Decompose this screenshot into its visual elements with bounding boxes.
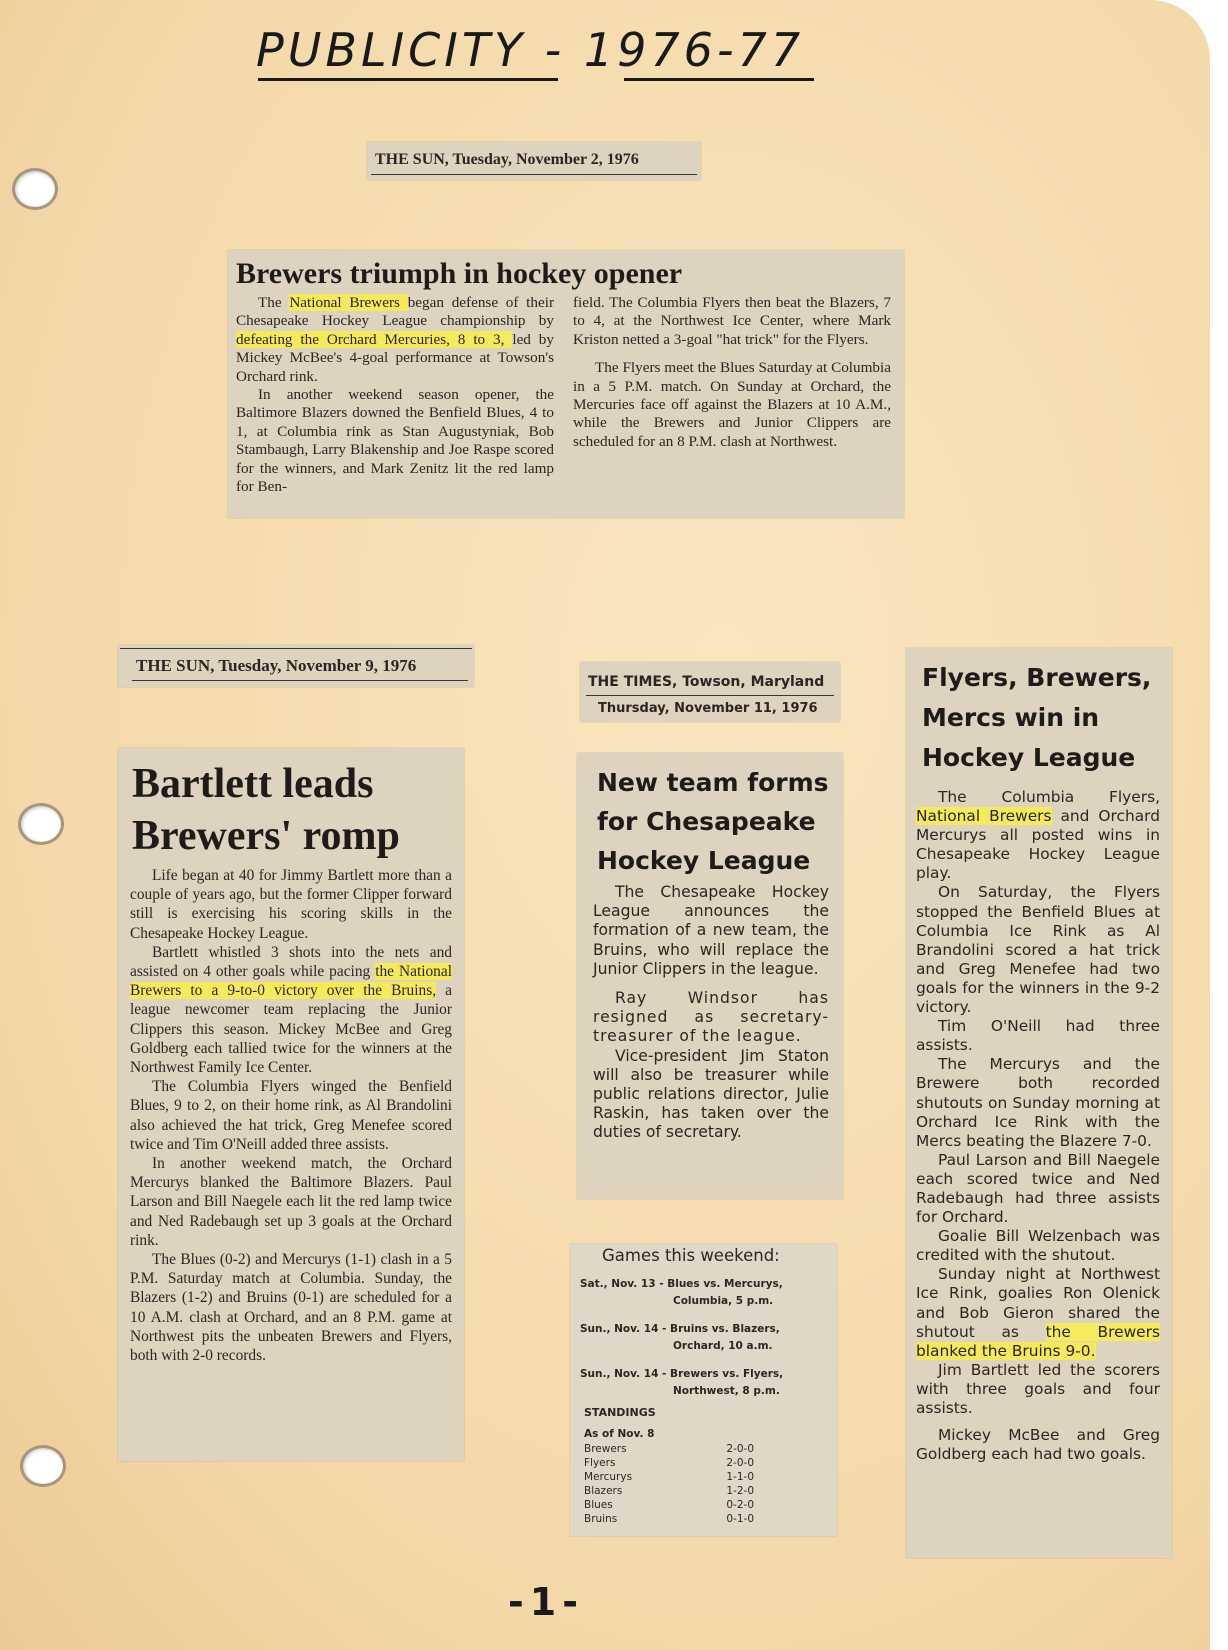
clipping-games-this-weekend (570, 1244, 837, 1536)
game-line: Sun., Nov. 14 - Bruins vs. Blazers, (580, 1323, 780, 1335)
article-body (916, 788, 1160, 1464)
paragraph: The Flyers meet the Blues Saturday at Columbia in a 5 P.M. match. On Sunday at Orchard, the Mercuries face off against the Blazers at 10 A.M., while the Brewers and Junior Clippers are scheduled for an 8 P.M. clash at Northwest. (573, 359, 891, 450)
text-run: The (258, 294, 290, 311)
dateline: THE SUN, Tuesday, November 2, 1976 (375, 151, 639, 168)
paragraph: field. The Columbia Flyers then beat the Blazers, 7 to 4, at the Northwest Ice Center, where Mark Kriston netted a 3-goal "hat trick" for the Flyers. (573, 294, 891, 348)
clipping-brewers-triumph (228, 250, 904, 518)
standings-row (584, 1470, 754, 1484)
paragraph: The Chesapeake Hockey League announces the formation of a new team, the Bruins, who will replace the Junior Clippers in the league. (593, 883, 829, 978)
paragraph (916, 1265, 1160, 1360)
game-line: Northwest, 8 p.m. (673, 1385, 780, 1397)
paragraph: In another weekend match, the Orchard Mercurys blanked the Baltimore Blazers. Paul Larson and Bill Naegele each lit the red lamp twice and Ned Radebaugh set up 3 goals at the Orchard rink. (130, 1155, 452, 1249)
team-record: 0-1-0 (726, 1513, 754, 1525)
binder-hole-top (12, 168, 58, 210)
team-name: Bruins (584, 1513, 618, 1525)
paragraph: The Blues (0-2) and Mercurys (1-1) clash in a 5 P.M. Saturday match at Columbia. Sunday, the Blazers (1-2) and Bruins (0-1) are scheduled for a 10 A.M. clash at Orchard, and an 8 P.M. game at Northwest pits the unbeaten Brewers and Flyers, both with 2-0 records. (130, 1251, 452, 1365)
headline: Bartlett leads Brewers' romp (132, 761, 400, 859)
paragraph: The Mercurys and the Brewere both recorded shutouts on Sunday morning at Orchard Ice Rink with the Mercs beating the Blazere 7-0. (916, 1055, 1160, 1150)
standings-row (584, 1498, 754, 1512)
standings-row (584, 1512, 754, 1526)
highlighted-text: the Brewers blanked the Bruins 9-0. (916, 1322, 1160, 1360)
paragraph: Vice-president Jim Staton will also be treasurer while public relations director, Julie Raskin, has taken over the duties of secretary. (593, 1046, 829, 1142)
title-underline (258, 78, 558, 81)
paragraph: Ray Windsor has resigned as secretary-treasurer of the league. (593, 989, 829, 1046)
game-line: Columbia, 5 p.m. (673, 1295, 774, 1307)
team-record: 1-1-0 (726, 1471, 754, 1483)
team-name: Blues (584, 1499, 613, 1511)
paragraph: Tim O'Neill had three assists. (916, 1017, 1160, 1055)
dateline-rule (371, 174, 697, 175)
highlighted-text: defeating the Orchard Mercuries, 8 to 3, (236, 330, 513, 348)
game-line: Sat., Nov. 13 - Blues vs. Mercurys, (580, 1278, 783, 1290)
game-line: Sun., Nov. 14 - Brewers vs. Flyers, (580, 1368, 784, 1380)
article-body (593, 883, 829, 1143)
standings-title: STANDINGS (584, 1406, 656, 1419)
paragraph (916, 788, 1160, 883)
standings-as-of: As of Nov. 8 (584, 1428, 655, 1440)
team-name: Mercurys (584, 1471, 633, 1483)
article-column-2 (573, 294, 891, 451)
games-title: Games this weekend: (602, 1246, 780, 1265)
team-record: 2-0-0 (726, 1443, 754, 1455)
paragraph: Mickey McBee and Greg Goldberg each had two goals. (916, 1426, 1160, 1464)
team-record: 0-2-0 (726, 1499, 754, 1511)
article-body (130, 866, 452, 1365)
team-name: Blazers (584, 1485, 623, 1497)
game-item-1 (580, 1276, 832, 1310)
clipping-dateline-sun-nov2 (367, 142, 701, 180)
paragraph: On Saturday, the Flyers stopped the Benfield Blues at Columbia Ice Rink as Al Brandolini scored a hat trick and Greg Menefee had two goals for the winners in the 9-2 victory. (916, 883, 1160, 1017)
standings-row (584, 1484, 754, 1498)
team-record: 2-0-0 (726, 1457, 754, 1469)
highlighted-text: National Brewers (289, 294, 408, 311)
paragraph: In another weekend season opener, the Baltimore Blazers downed the Benfield Blues, 4 to 1, at Columbia rink as Stan Augustyniak, Bob Stambaugh, Larry Blakenship and Joe Raspe scored for the winners, and Mark Zenitz lit the red lamp for Ben- (236, 386, 554, 496)
standings-row (584, 1456, 754, 1470)
text-run: led by Mickey McBee's 4-goal performance at Towson's Orchard rink. (236, 330, 554, 385)
dateline-rule (120, 648, 472, 649)
headline: Brewers triumph in hockey opener (236, 257, 683, 290)
text-run: a league newcomer team replacing the Junior Clippers this season. Mickey McBee and Greg Goldberg each tallied twice for the winners at the Northwest Family Ice Center. (130, 982, 452, 1077)
title-underline-2 (624, 78, 814, 81)
text-run: Sunday night at Northwest Ice Rink, goalies Ron Olenick and Bob Gieron shared the shutout as (916, 1265, 1160, 1341)
dateline-date: Thursday, November 11, 1976 (598, 701, 818, 716)
text-run: and Orchard Mercurys all posted wins in Chesapeake Hockey League play. (916, 807, 1160, 883)
binder-hole-bottom (20, 1445, 66, 1487)
game-line: Orchard, 10 a.m. (673, 1340, 773, 1352)
clipping-dateline-sun-nov9 (118, 645, 474, 687)
game-item-2 (580, 1321, 832, 1355)
article-column-1 (236, 294, 554, 496)
dateline-publication: THE TIMES, Towson, Maryland (588, 674, 825, 690)
paragraph: The Columbia Flyers winged the Benfield Blues, 9 to 2, on their home rink, as Al Brandolini also achieved the hat trick, Greg Menefee scored twice and Tim O'Neill added three assists. (130, 1078, 452, 1153)
handwritten-page-number: -1- (508, 1580, 584, 1624)
paragraph: Life began at 40 for Jimmy Bartlett more than a couple of years ago, but the former Clipper forward still is exercising his scoring skills in the Chesapeake Hockey League. (130, 867, 452, 942)
highlighted-text: the National Brewers to a 9-to-0 victory over the Bruins, (130, 963, 452, 1000)
handwritten-title: PUBLICITY - 1976-77 (256, 23, 805, 77)
binder-hole-middle (18, 803, 64, 845)
team-record: 1-2-0 (726, 1485, 754, 1497)
team-name: Flyers (584, 1457, 616, 1469)
dateline-rule (132, 680, 468, 681)
standings-table (584, 1442, 754, 1526)
headline: New team forms for Chesapeake Hockey League (597, 768, 829, 875)
headline: Flyers, Brewers, Mercs win in Hockey League (922, 663, 1152, 772)
paragraph: Goalie Bill Welzenbach was credited with the shutout. (916, 1227, 1160, 1265)
clipping-flyers-brewers-mercs (906, 648, 1172, 1558)
dateline: THE SUN, Tuesday, November 9, 1976 (136, 656, 417, 675)
clipping-bartlett-leads (118, 748, 464, 1461)
text-run: Bartlett whistled 3 shots into the nets and assisted on 4 other goals while pacing (130, 943, 452, 981)
highlighted-text: National Brewers (916, 807, 1052, 826)
text-run: began defense of their Chesapeake Hockey League championship by (236, 294, 554, 330)
text-run: The Columbia Flyers, (938, 788, 1160, 806)
paragraph (130, 943, 452, 1077)
clipping-new-team-forms (577, 753, 843, 1199)
clipping-dateline-times-nov11 (580, 662, 840, 722)
paragraph: Jim Bartlett led the scorers with three goals and four assists. (916, 1360, 1160, 1417)
standings-row (584, 1442, 754, 1456)
dateline-rule (586, 695, 834, 696)
team-name: Brewers (584, 1443, 627, 1455)
paragraph: Paul Larson and Bill Naegele each scored twice and Ned Radebaugh had three assists for Orchard. (916, 1150, 1160, 1227)
game-item-3 (580, 1366, 832, 1400)
paragraph (236, 294, 554, 386)
